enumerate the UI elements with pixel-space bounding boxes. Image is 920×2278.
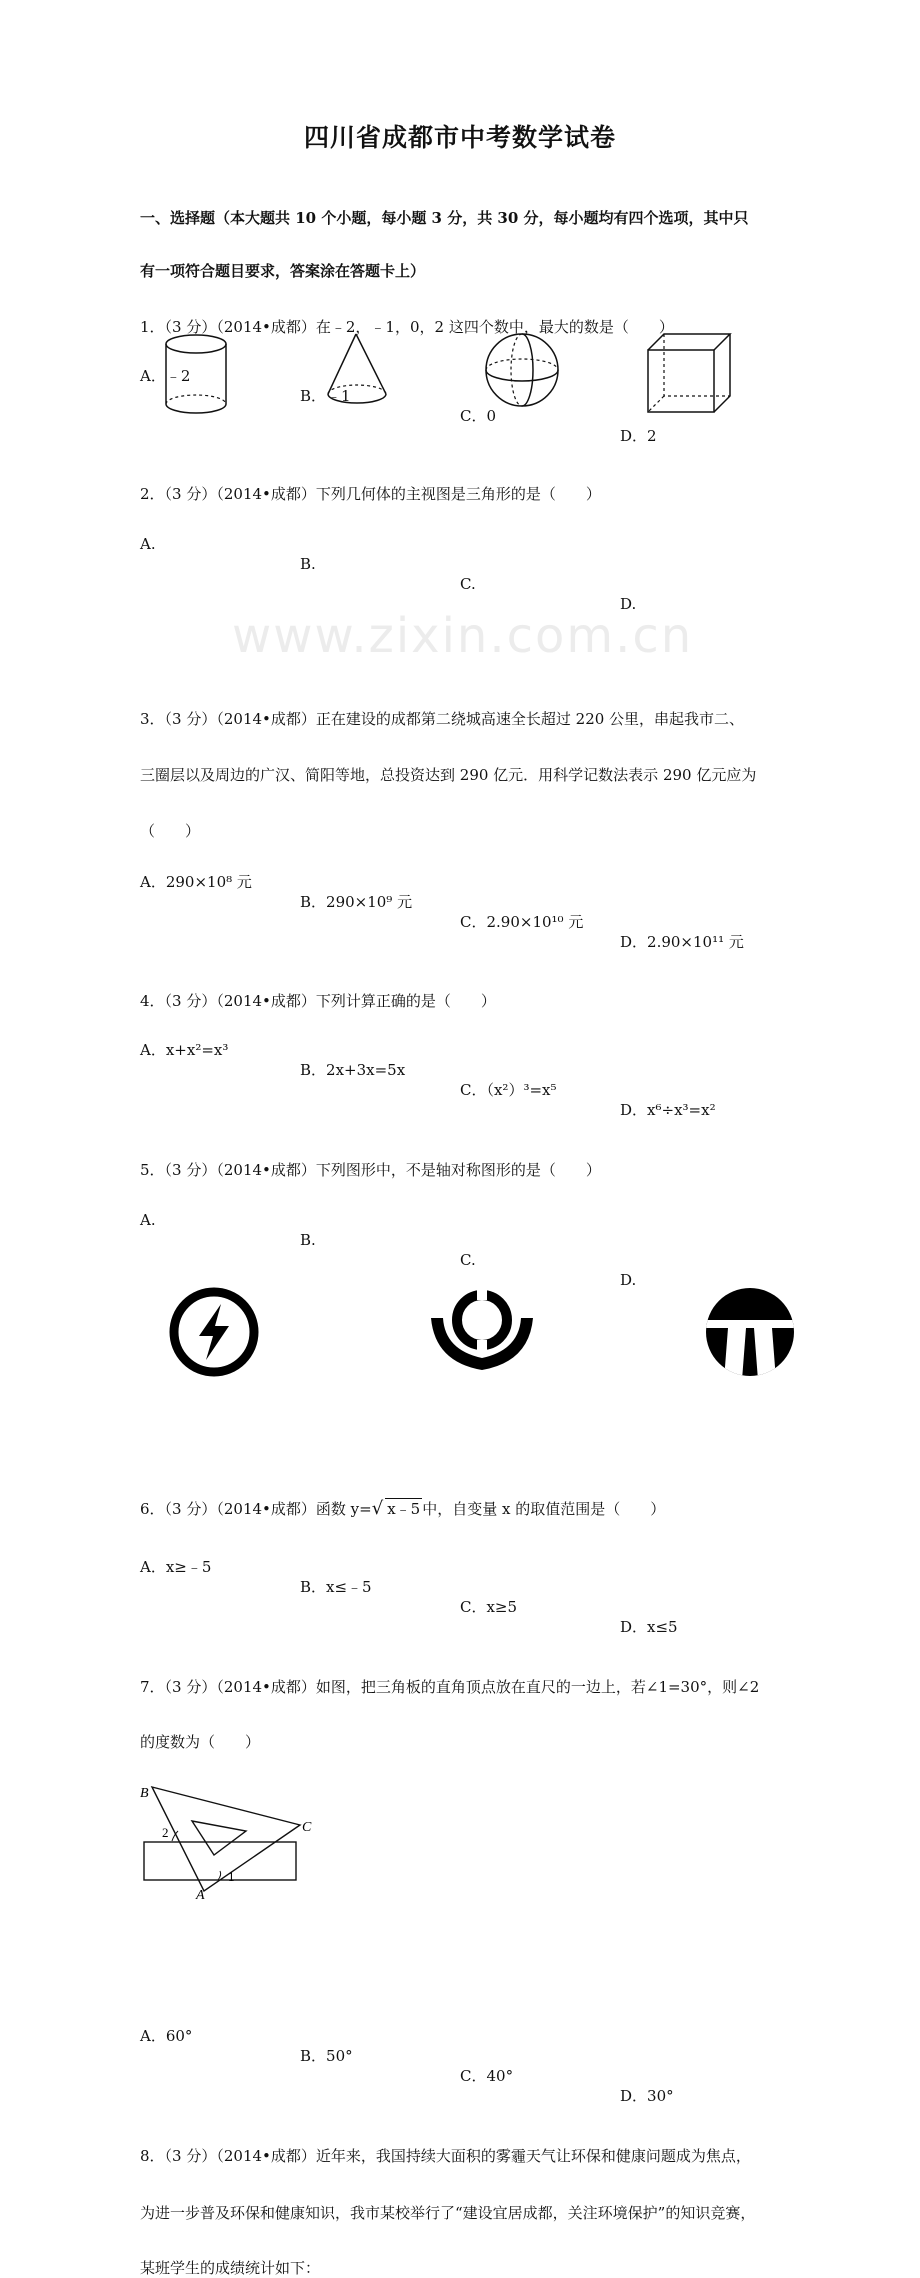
q4-option-d: D．x⁶÷x³=x² [620, 1101, 716, 1119]
q5-option-c: C. [460, 1251, 476, 1269]
q6-stem-pre: 6．（3 分）（2014•成都）函数 y= [140, 1500, 372, 1518]
q1-stem: 1．（3 分）（2014•成都）在﹣2，﹣1，0，2 这四个数中，最大的数是（ ） [140, 318, 674, 336]
q8-stem-line2: 为进一步普及环保和健康知识，我市某校举行了“建设宜居成都，关注环境保护”的知识竞赛， [140, 2204, 756, 2222]
q1-option-c: C．0 [460, 407, 497, 425]
label-C: C [302, 1820, 312, 1835]
q7-option-c: C．40° [460, 2067, 514, 2085]
label-B: B [140, 1786, 149, 1801]
q3-option-a: A．290×10⁸ 元 [140, 873, 252, 891]
q4-stem: 4．（3 分）（2014•成都）下列计算正确的是（ ） [140, 992, 496, 1010]
q5-option-d: D. [620, 1271, 637, 1289]
q3-stem-line1: 3．（3 分）（2014•成都）正在建设的成都第二绕城高速全长超过 220 公里，串起我市二、 [140, 710, 745, 728]
section-header-line1: 一、选择题（本大题共 10 个小题，每小题 3 分，共 30 分，每小题均有四个选项，其中只 [140, 209, 749, 227]
q8-stem-line1: 8．（3 分）（2014•成都）近年来，我国持续大面积的雾霾天气让环保和健康问题成为焦点， [140, 2147, 751, 2165]
q5-option-b: B. [300, 1231, 316, 1249]
q5-option-a: A. [140, 1211, 156, 1229]
circle-t-logo [702, 1284, 798, 1380]
q4-option-a: A．x+x²=x³ [140, 1041, 229, 1059]
section-header-line2: 有一项符合题目要求，答案涂在答题卡上） [140, 262, 426, 280]
q7-option-d: D．30° [620, 2087, 674, 2105]
label-A: A [196, 1888, 205, 1901]
q5-stem: 5．（3 分）（2014•成都）下列图形中，不是轴对称图形的是（ ） [140, 1161, 601, 1179]
q6-stem-post: 中，自变量 x 的取值范围是（ ） [422, 1500, 666, 1518]
q4-option-c: C．（x²）³=x⁵ [460, 1081, 557, 1099]
q6-option-a: A．x≥﹣5 [140, 1558, 212, 1576]
q8-stem-line3: 某班学生的成绩统计如下： [140, 2259, 321, 2277]
q6-option-d: D．x≤5 [620, 1618, 678, 1636]
q3-option-b: B．290×10⁹ 元 [300, 893, 413, 911]
q3-option-d: D．2.90×10¹¹ 元 [620, 933, 744, 951]
ring-bowl-logo [427, 1284, 537, 1380]
q6-option-c: C．x≥5 [460, 1598, 518, 1616]
q1-option-b: B．﹣1 [300, 387, 351, 405]
q1-option-d: D．2 [620, 427, 657, 445]
q6-stem: 6．（3 分）（2014•成都）函数 y=√ x﹣5 中，自变量 x 的取值范围是（ ） [140, 1498, 666, 1519]
q1-option-a: A．﹣2 [140, 367, 191, 385]
q2-option-d: D. [620, 595, 637, 613]
triangle-ruler-figure [136, 1779, 336, 1901]
label-angle-1: 1 [228, 1869, 235, 1884]
label-angle-2: 2 [162, 1825, 169, 1840]
q2-option-a: A. [140, 535, 156, 553]
q2-option-c: C. [460, 575, 476, 593]
q4-option-b: B．2x+3x=5x [300, 1061, 406, 1079]
q2-stem: 2．（3 分）（2014•成都）下列几何体的主视图是三角形的是（ ） [140, 485, 601, 503]
watermark: www.zixin.com.cn [232, 608, 694, 664]
q7-option-b: B．50° [300, 2047, 353, 2065]
q6-option-b: B．x≤﹣5 [300, 1578, 372, 1596]
q3-stem-line2: 三圈层以及周边的广汉、简阳等地，总投资达到 290 亿元．用科学记数法表示 290 亿元应为 [140, 766, 757, 784]
lightning-circle-logo [166, 1284, 262, 1380]
q7-stem-line1: 7．（3 分）（2014•成都）如图，把三角板的直角顶点放在直尺的一边上，若∠1=30°，则∠2 [140, 1678, 760, 1696]
q3-stem-line3: （ ） [140, 822, 201, 840]
q2-option-b: B. [300, 555, 316, 573]
q7-stem-line2: 的度数为（ ） [140, 1733, 261, 1751]
page-title: 四川省成都市中考数学试卷 [303, 123, 616, 152]
q6-radicand: x﹣5 [387, 1500, 421, 1518]
q3-option-c: C．2.90×10¹⁰ 元 [460, 913, 584, 931]
q7-option-a: A．60° [140, 2027, 193, 2045]
